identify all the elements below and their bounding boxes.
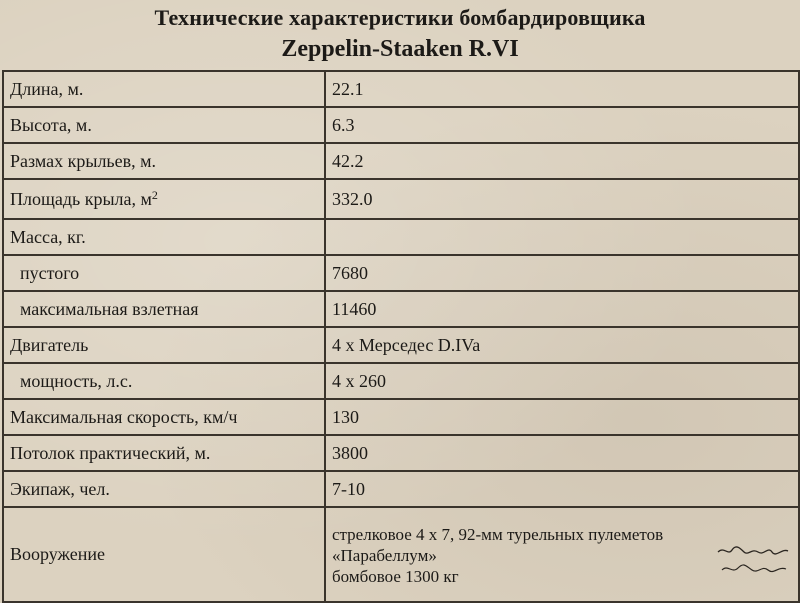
row-label: Максимальная скорость, км/ч: [3, 399, 325, 435]
row-label: Двигатель: [3, 327, 325, 363]
row-value: 4 х Мерседес D.IVa: [325, 327, 799, 363]
table-row: [3, 363, 799, 399]
table-row: [3, 291, 799, 327]
table-row: [3, 107, 799, 143]
row-value: 130: [325, 399, 799, 435]
table-row: [3, 327, 799, 363]
row-label-cell: [3, 179, 325, 219]
table-row: [3, 255, 799, 291]
row-label: максимальная взлетная: [3, 291, 325, 327]
armament-line: «Парабеллум»: [332, 545, 437, 565]
row-value: 7680: [325, 255, 799, 291]
row-label: Экипаж, чел.: [3, 471, 325, 507]
armament-line: бомбовое 1300 кг: [332, 566, 459, 586]
row-value: 332.0: [325, 179, 799, 219]
signature-image: [714, 540, 794, 580]
row-value: 4 х 260: [325, 363, 799, 399]
row-value: 22.1: [325, 71, 799, 107]
row-label: мощность, л.с.: [3, 363, 325, 399]
spec-table: [2, 70, 800, 603]
row-value: 3800: [325, 435, 799, 471]
row-value: [325, 219, 799, 255]
table-row: [3, 143, 799, 179]
row-value: 11460: [325, 291, 799, 327]
row-label: Высота, м.: [3, 107, 325, 143]
row-label: Масса, кг.: [3, 219, 325, 255]
table-row: [3, 435, 799, 471]
title-line-1: Технические характеристики бомбардировщика: [154, 5, 646, 30]
row-label: Площадь крыла, м: [10, 188, 152, 209]
table-row: [3, 179, 799, 219]
row-label: пустого: [3, 255, 325, 291]
armament-line: стрелковое 4 х 7, 92-мм турельных пулеметов: [332, 524, 664, 544]
document-title: [0, 0, 800, 70]
table-row: [3, 471, 799, 507]
row-value: 7-10: [325, 471, 799, 507]
row-label: Вооружение: [3, 507, 325, 602]
table-row: [3, 507, 799, 602]
table-row: [3, 219, 799, 255]
row-value-multiline: [325, 507, 799, 602]
row-label: Размах крыльев, м.: [3, 143, 325, 179]
row-label: Потолок практический, м.: [3, 435, 325, 471]
table-row: [3, 399, 799, 435]
row-value: 42.2: [325, 143, 799, 179]
row-value: 6.3: [325, 107, 799, 143]
table-row: [3, 71, 799, 107]
title-line-2: Zeppelin-Staaken R.VI: [281, 36, 519, 62]
superscript: 2: [151, 187, 158, 202]
row-label: Длина, м.: [3, 71, 325, 107]
